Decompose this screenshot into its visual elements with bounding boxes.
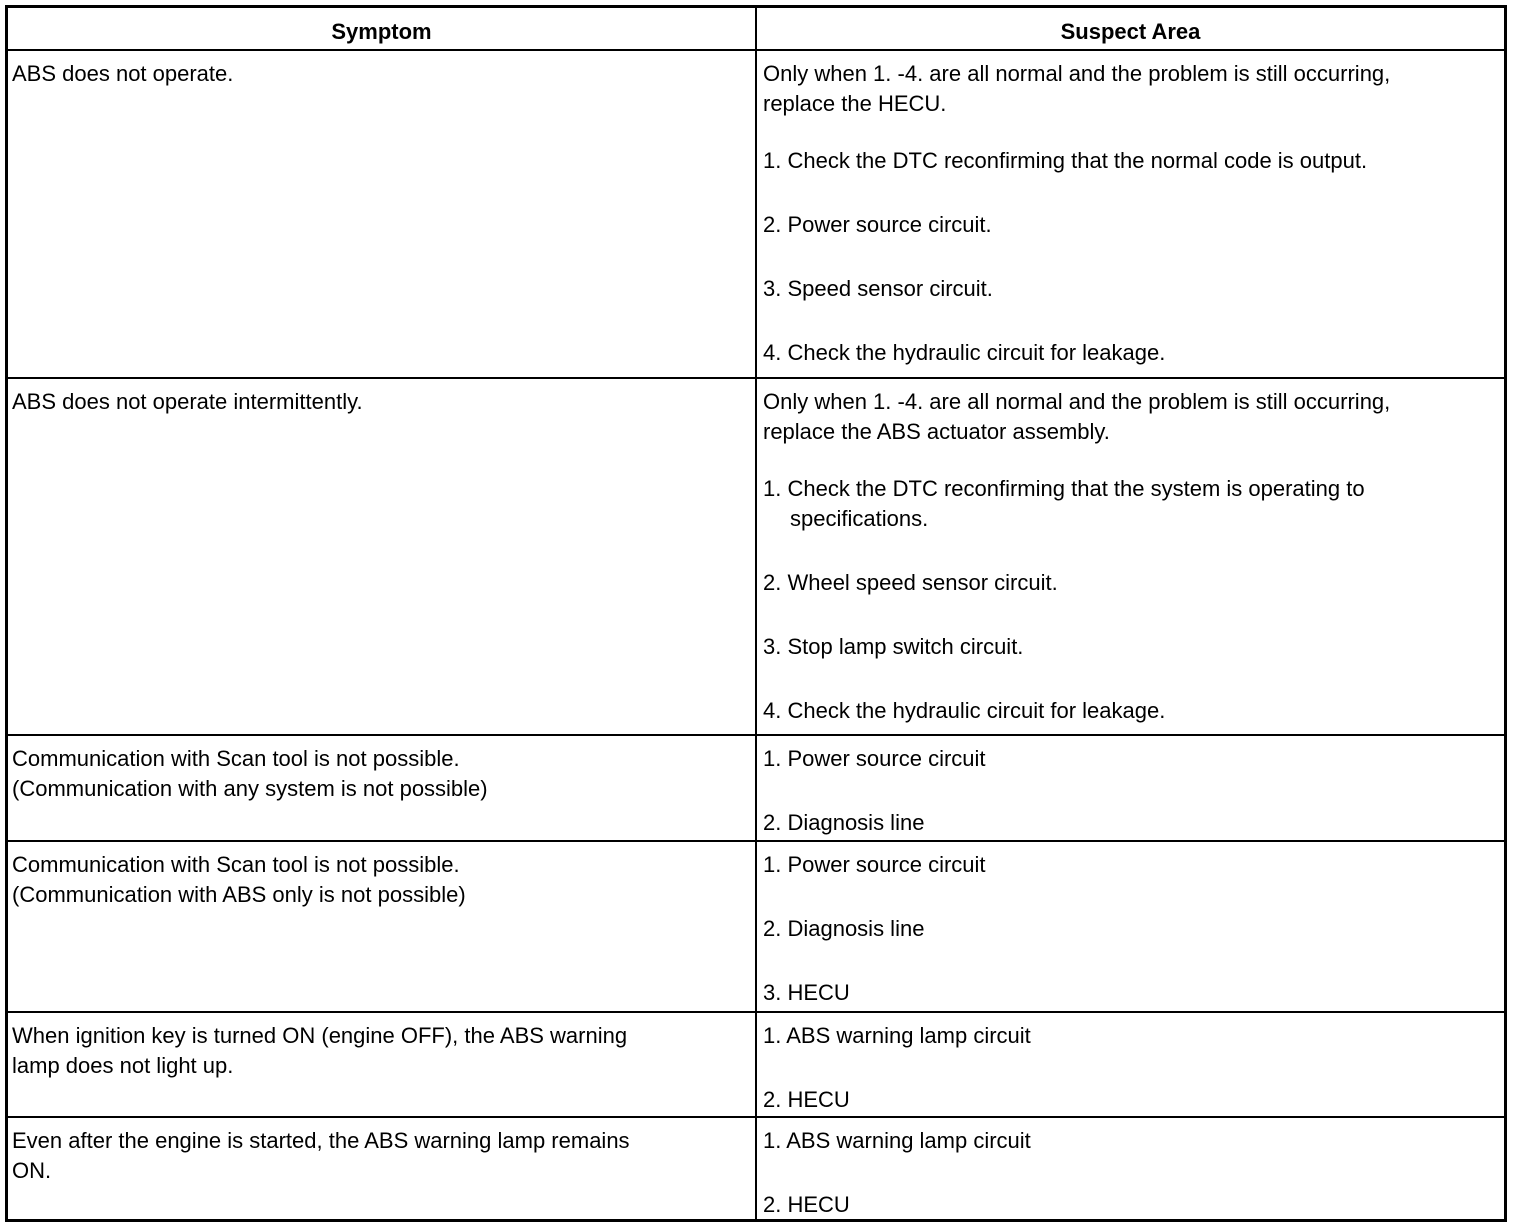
symptom-cell <box>8 842 757 1013</box>
symptom-cell <box>8 736 757 842</box>
suspect-note: replace the HECU. <box>763 91 947 116</box>
suspect-item: 1. Check the DTC reconfirming that the system is operating to <box>763 476 1365 501</box>
symptom-cell <box>8 379 757 736</box>
symptom-text: Even after the engine is started, the ABS warning lamp remains <box>12 1128 630 1153</box>
suspect-item: 2. HECU <box>763 1087 850 1112</box>
symptom-cell <box>8 51 757 379</box>
symptom-text: ON. <box>12 1158 52 1183</box>
suspect-item: 2. Wheel speed sensor circuit. <box>763 570 1058 595</box>
table-row <box>8 49 1504 379</box>
suspect-item: 3. Stop lamp switch circuit. <box>763 634 1024 659</box>
symptom-text: Communication with Scan tool is not possible. <box>12 852 460 877</box>
suspect-item: 3. HECU <box>763 980 850 1005</box>
suspect-item: 1. Check the DTC reconfirming that the normal code is output. <box>763 148 1368 173</box>
suspect-item: 4. Check the hydraulic circuit for leakage. <box>763 340 1166 365</box>
suspect-item: 1. Power source circuit <box>763 746 986 771</box>
suspect-item-cont: specifications. <box>790 506 929 531</box>
suspect-area-cell <box>757 379 1504 736</box>
table-header-row <box>8 8 1504 51</box>
table-row <box>8 734 1504 842</box>
suspect-area-cell <box>757 842 1504 1013</box>
suspect-item: 2. Diagnosis line <box>763 916 925 941</box>
suspect-note: replace the ABS actuator assembly. <box>763 419 1110 444</box>
symptom-text: (Communication with any system is not possible) <box>12 776 488 801</box>
suspect-item: 1. ABS warning lamp circuit <box>763 1023 1031 1048</box>
suspect-area-cell <box>757 1118 1504 1219</box>
symptom-cell <box>8 1118 757 1219</box>
symptom-text: ABS does not operate intermittently. <box>12 389 363 414</box>
symptom-cell <box>8 1013 757 1118</box>
suspect-item: 2. Power source circuit. <box>763 212 992 237</box>
symptom-text: (Communication with ABS only is not possible) <box>12 882 466 907</box>
suspect-item: 1. Power source circuit <box>763 852 986 877</box>
suspect-item: 4. Check the hydraulic circuit for leakage. <box>763 698 1166 723</box>
suspect-area-cell <box>757 1013 1504 1118</box>
symptom-text: lamp does not light up. <box>12 1053 234 1078</box>
symptom-text: Communication with Scan tool is not possible. <box>12 746 460 771</box>
suspect-item: 2. Diagnosis line <box>763 810 925 835</box>
symptom-table <box>5 5 1507 1222</box>
table-row <box>8 1011 1504 1118</box>
symptom-text: When ignition key is turned ON (engine OFF), the ABS warning <box>12 1023 628 1048</box>
table-row <box>8 840 1504 1013</box>
table-row <box>8 1116 1504 1219</box>
header-suspect-area: Suspect Area <box>1060 19 1201 44</box>
suspect-item: 1. ABS warning lamp circuit <box>763 1128 1031 1153</box>
header-symptom: Symptom <box>8 8 757 51</box>
suspect-item: 3. Speed sensor circuit. <box>763 276 993 301</box>
suspect-area-cell <box>757 736 1504 842</box>
table-row <box>8 377 1504 736</box>
suspect-note: Only when 1. -4. are all normal and the problem is still occurring, <box>763 389 1391 414</box>
suspect-item: 2. HECU <box>763 1192 850 1217</box>
suspect-note: Only when 1. -4. are all normal and the problem is still occurring, <box>763 61 1391 86</box>
symptom-text: ABS does not operate. <box>12 61 234 86</box>
suspect-area-cell <box>757 51 1504 379</box>
